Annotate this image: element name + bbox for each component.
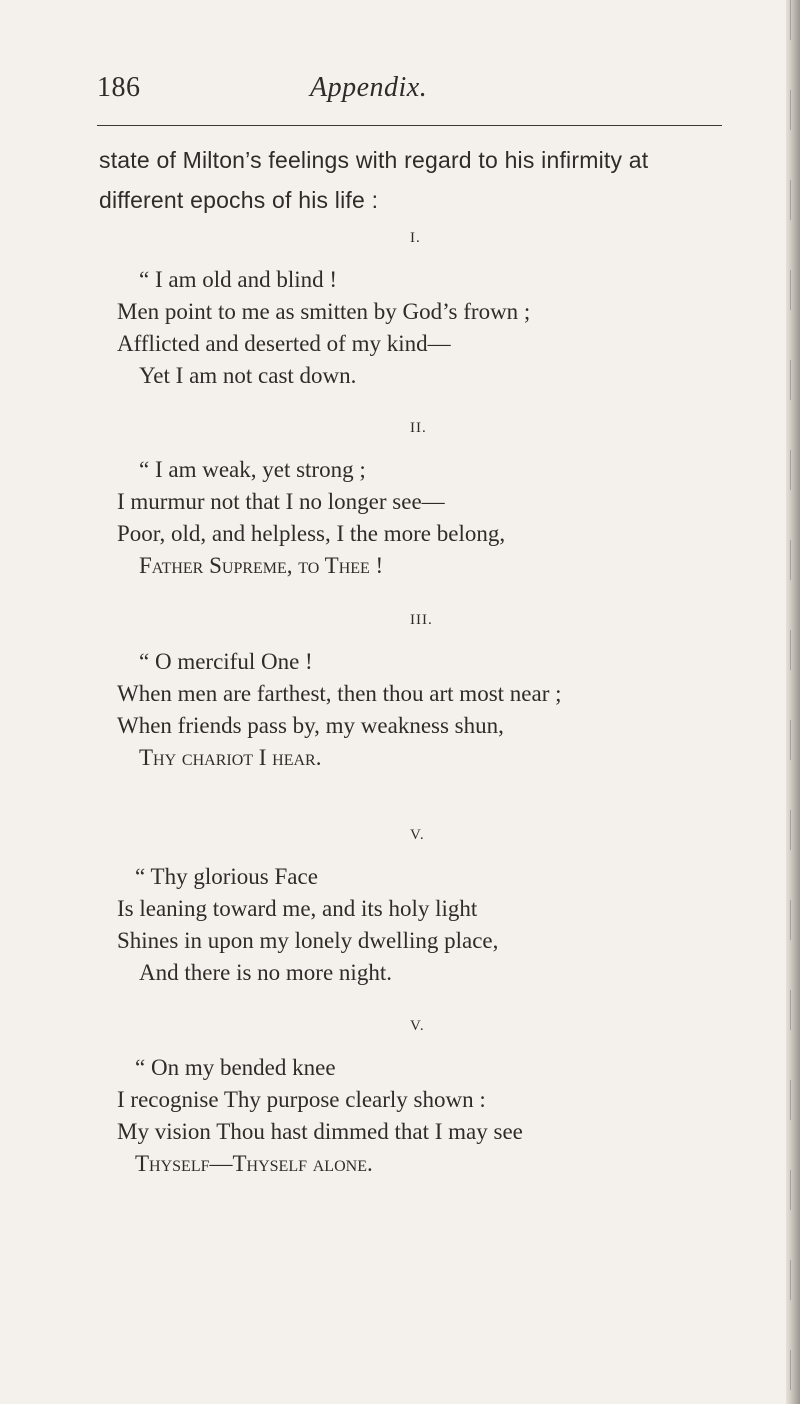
page-header [97,68,722,112]
verse-line: Poor, old, and helpless, I the more belong, [117,521,506,546]
verse-line: “ On my bended knee [135,1055,336,1080]
verse-line: I murmur not that I no longer see— [117,489,445,514]
verse-line: “ I am weak, yet strong ; [139,457,366,482]
stanza-4 [117,823,717,989]
page-number: 186 [97,72,141,103]
intro-paragraph [99,140,739,220]
stanza-numeral: V. [410,1018,425,1034]
stanza-numeral: II. [410,420,427,436]
verse-line: When men are farthest, then thou art most near ; [117,681,562,706]
verse-line: “ I am old and blind ! [139,267,338,292]
stanza-2 [117,416,717,582]
stanza-5 [117,1014,717,1180]
verse-line: I recognise Thy purpose clearly shown : [117,1087,486,1112]
verse-line: Men point to me as smitten by God’s frown ; [117,299,531,324]
verse-line: And there is no more night. [139,960,392,985]
stanza-1 [117,226,717,392]
stanza-numeral: V. [410,827,425,843]
header-rule [97,125,722,126]
verse-line: “ O merciful One ! [139,649,313,674]
stanza-numeral: III. [410,612,433,628]
verse-line: Afflicted and deserted of my kind— [117,331,451,356]
verse-line: “ Thy glorious Face [135,864,318,889]
verse-line: Thyself—Thyself alone. [135,1151,373,1176]
verse-line: Father Supreme, to Thee ! [139,553,384,578]
page-edge [786,0,800,1404]
stanza-numeral: I. [410,230,421,246]
verse-line: When friends pass by, my weakness shun, [117,713,504,738]
intro-line: state of Milton’s feelings with regard to his infirmity at [99,147,649,173]
verse-line: Yet I am not cast down. [139,363,357,388]
running-head: Appendix. [310,72,428,103]
verse-line: Thy chariot I hear. [139,745,322,770]
intro-line: different epochs of his life : [99,187,379,213]
verse-line: Shines in upon my lonely dwelling place, [117,928,499,953]
verse-line: Is leaning toward me, and its holy light [117,896,478,921]
verse-line: My vision Thou hast dimmed that I may see [117,1119,523,1144]
stanza-3 [117,608,717,774]
